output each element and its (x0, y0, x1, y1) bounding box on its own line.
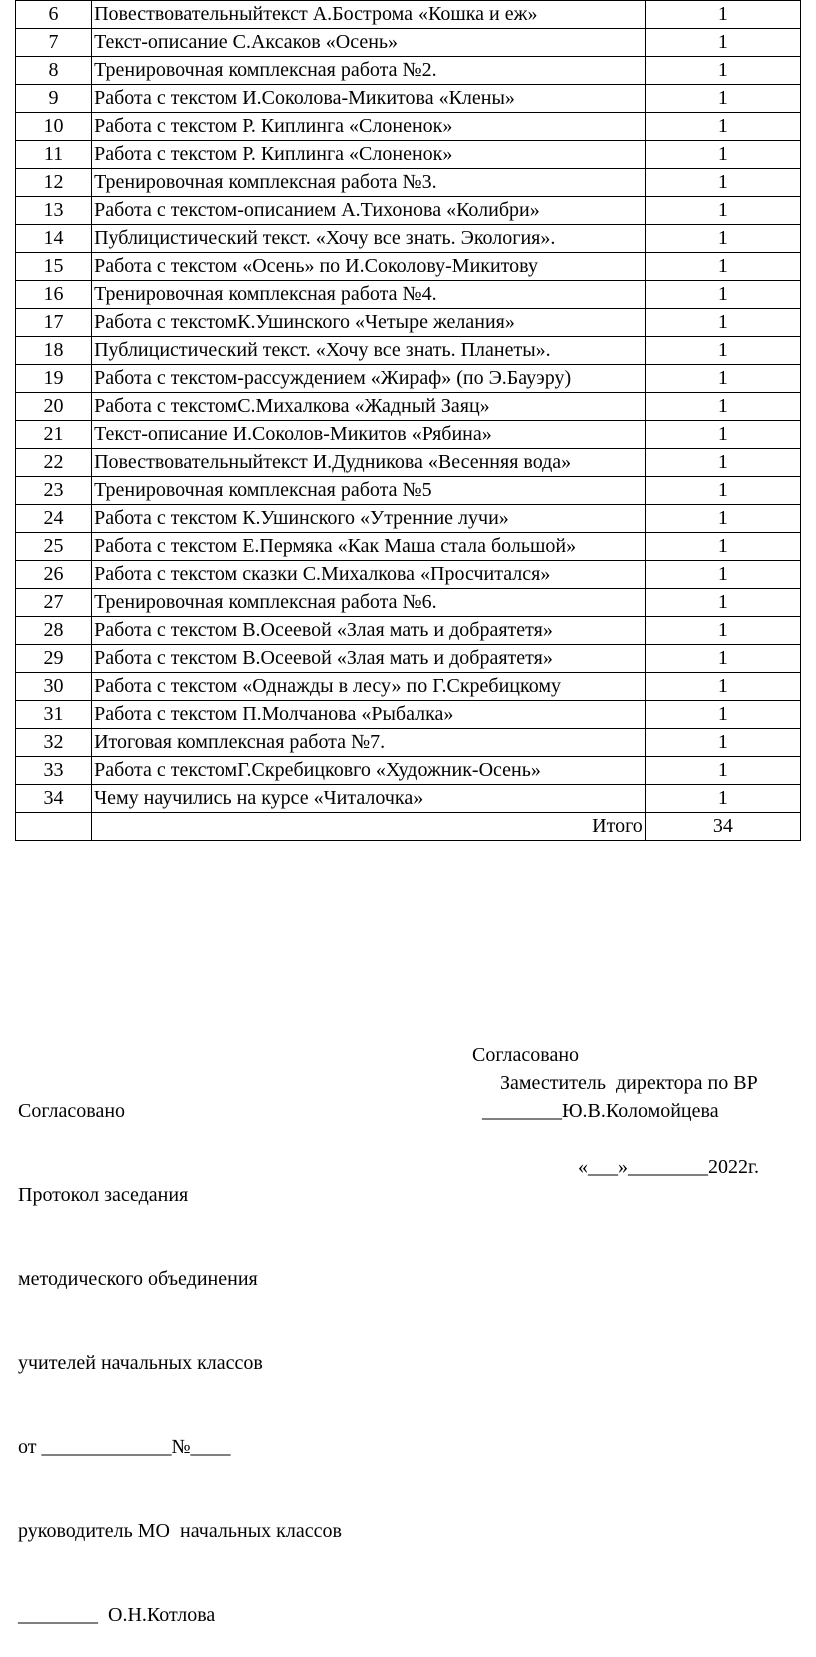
row-hours: 1 (645, 729, 800, 757)
row-hours: 1 (645, 645, 800, 673)
table-row (16, 477, 801, 505)
row-hours: 1 (645, 449, 800, 477)
row-number: 24 (16, 505, 92, 533)
table-row (16, 449, 801, 477)
row-topic: Работа с текстом И.Соколова-Микитова «Клены» (92, 85, 646, 113)
approval-date-line: «___»________2022г. (578, 1156, 759, 1178)
row-topic: Работа с текстом П.Молчанова «Рыбалка» (92, 701, 646, 729)
row-hours: 1 (645, 701, 800, 729)
row-number: 29 (16, 645, 92, 673)
teachers-label: учителей начальных классов (18, 1352, 263, 1374)
right-agreed-label: Согласовано (472, 1044, 580, 1066)
table-row (16, 141, 801, 169)
row-hours: 1 (645, 309, 800, 337)
topics-table (15, 0, 801, 841)
row-hours: 1 (645, 589, 800, 617)
row-topic: Чему научились на курсе «Читалочка» (92, 785, 646, 813)
row-topic: Работа с текстом Е.Пермяка «Как Маша стала большой» (92, 533, 646, 561)
row-number: 25 (16, 533, 92, 561)
row-hours: 1 (645, 757, 800, 785)
table-row (16, 645, 801, 673)
protocol-date-line: от _____________№____ (18, 1436, 231, 1458)
left-agreement-block (18, 1041, 342, 1657)
row-hours: 1 (645, 281, 800, 309)
row-number: 7 (16, 29, 92, 57)
row-topic: Работа с текстом Р. Киплинга «Слоненок» (92, 141, 646, 169)
row-number: 22 (16, 449, 92, 477)
table-row (16, 365, 801, 393)
row-topic: Текст-описание С.Аксаков «Осень» (92, 29, 646, 57)
table-row (16, 617, 801, 645)
row-number: 6 (16, 1, 92, 29)
row-number: 9 (16, 85, 92, 113)
row-topic: Работа с текстом В.Осеевой «Злая мать и добраятетя» (92, 617, 646, 645)
table-row (16, 337, 801, 365)
row-hours: 1 (645, 533, 800, 561)
table-row (16, 309, 801, 337)
row-topic: Работа с текстом-рассуждением «Жираф» (по Э.Бауэру) (92, 365, 646, 393)
table-row (16, 1, 801, 29)
row-topic: Работа с текстом «Осень» по И.Соколову-Микитову (92, 253, 646, 281)
table-row (16, 729, 801, 757)
protocol-label: Протокол заседания (18, 1184, 189, 1206)
row-topic: Публицистический текст. «Хочу все знать. Экология». (92, 225, 646, 253)
row-hours: 1 (645, 169, 800, 197)
deputy-director-signature: ________Ю.В.Коломойцева (482, 1100, 719, 1122)
row-number: 28 (16, 617, 92, 645)
table-row (16, 757, 801, 785)
total-empty-cell (16, 813, 92, 841)
row-hours: 1 (645, 477, 800, 505)
table-row (16, 589, 801, 617)
table-row (16, 225, 801, 253)
row-topic: Текст-описание И.Соколов-Микитов «Рябина» (92, 421, 646, 449)
row-topic: Работа с текстомС.Михалкова «Жадный Заяц» (92, 393, 646, 421)
row-hours: 1 (645, 421, 800, 449)
row-hours: 1 (645, 673, 800, 701)
row-topic: Тренировочная комплексная работа №6. (92, 589, 646, 617)
row-number: 23 (16, 477, 92, 505)
row-hours: 1 (645, 197, 800, 225)
table-row (16, 197, 801, 225)
method-association-label: методического объединения (18, 1268, 258, 1290)
row-topic: Тренировочная комплексная работа №3. (92, 169, 646, 197)
row-topic: Работа с текстом «Однажды в лесу» по Г.Скребицкому (92, 673, 646, 701)
row-topic: Тренировочная комплексная работа №4. (92, 281, 646, 309)
row-number: 27 (16, 589, 92, 617)
row-number: 33 (16, 757, 92, 785)
table-row (16, 505, 801, 533)
row-hours: 1 (645, 85, 800, 113)
row-topic: Работа с текстом В.Осеевой «Злая мать и добраятетя» (92, 645, 646, 673)
row-hours: 1 (645, 29, 800, 57)
row-topic: Работа с текстом сказки С.Михалкова «Просчитался» (92, 561, 646, 589)
row-hours: 1 (645, 785, 800, 813)
total-label: Итого (92, 813, 646, 841)
table-row (16, 253, 801, 281)
row-hours: 1 (645, 253, 800, 281)
row-number: 34 (16, 785, 92, 813)
head-of-mo-label: руководитель МО начальных классов (18, 1520, 342, 1542)
row-hours: 1 (645, 113, 800, 141)
row-number: 8 (16, 57, 92, 85)
row-number: 12 (16, 169, 92, 197)
row-number: 14 (16, 225, 92, 253)
table-row (16, 561, 801, 589)
row-hours: 1 (645, 617, 800, 645)
row-number: 15 (16, 253, 92, 281)
table-row (16, 85, 801, 113)
row-number: 26 (16, 561, 92, 589)
deputy-director-label: Заместитель директора по ВР (500, 1072, 758, 1094)
table-row (16, 673, 801, 701)
row-number: 17 (16, 309, 92, 337)
row-topic: Работа с текстом-описанием А.Тихонова «Колибри» (92, 197, 646, 225)
row-hours: 1 (645, 393, 800, 421)
table-row (16, 113, 801, 141)
row-hours: 1 (645, 225, 800, 253)
row-topic: Тренировочная комплексная работа №5 (92, 477, 646, 505)
row-hours: 1 (645, 337, 800, 365)
row-topic: Повествовательныйтекст А.Бострома «Кошка и еж» (92, 1, 646, 29)
row-topic: Публицистический текст. «Хочу все знать. Планеты». (92, 337, 646, 365)
row-number: 20 (16, 393, 92, 421)
row-hours: 1 (645, 1, 800, 29)
table-row (16, 29, 801, 57)
total-value: 34 (645, 813, 800, 841)
table-row (16, 393, 801, 421)
table-row (16, 57, 801, 85)
table-row (16, 701, 801, 729)
row-number: 10 (16, 113, 92, 141)
row-topic: Тренировочная комплексная работа №2. (92, 57, 646, 85)
row-number: 19 (16, 365, 92, 393)
table-row (16, 169, 801, 197)
row-topic: Повествовательныйтекст И.Дудникова «Весенняя вода» (92, 449, 646, 477)
row-number: 21 (16, 421, 92, 449)
total-row (16, 813, 801, 841)
row-topic: Работа с текстомГ.Скребицковго «Художник-Осень» (92, 757, 646, 785)
row-hours: 1 (645, 505, 800, 533)
table-row (16, 281, 801, 309)
row-topic: Итоговая комплексная работа №7. (92, 729, 646, 757)
row-number: 16 (16, 281, 92, 309)
row-number: 31 (16, 701, 92, 729)
row-hours: 1 (645, 561, 800, 589)
row-hours: 1 (645, 365, 800, 393)
row-number: 11 (16, 141, 92, 169)
row-topic: Работа с текстом Р. Киплинга «Слоненок» (92, 113, 646, 141)
table-row (16, 785, 801, 813)
head-of-mo-signature: ________ О.Н.Котлова (18, 1604, 216, 1626)
row-hours: 1 (645, 141, 800, 169)
row-hours: 1 (645, 57, 800, 85)
row-number: 18 (16, 337, 92, 365)
row-topic: Работа с текстом К.Ушинского «Утренние лучи» (92, 505, 646, 533)
row-topic: Работа с текстомК.Ушинского «Четыре желания» (92, 309, 646, 337)
left-agreed-label: Согласовано (18, 1100, 126, 1122)
row-number: 30 (16, 673, 92, 701)
row-number: 32 (16, 729, 92, 757)
row-number: 13 (16, 197, 92, 225)
table-row (16, 421, 801, 449)
table-row (16, 533, 801, 561)
